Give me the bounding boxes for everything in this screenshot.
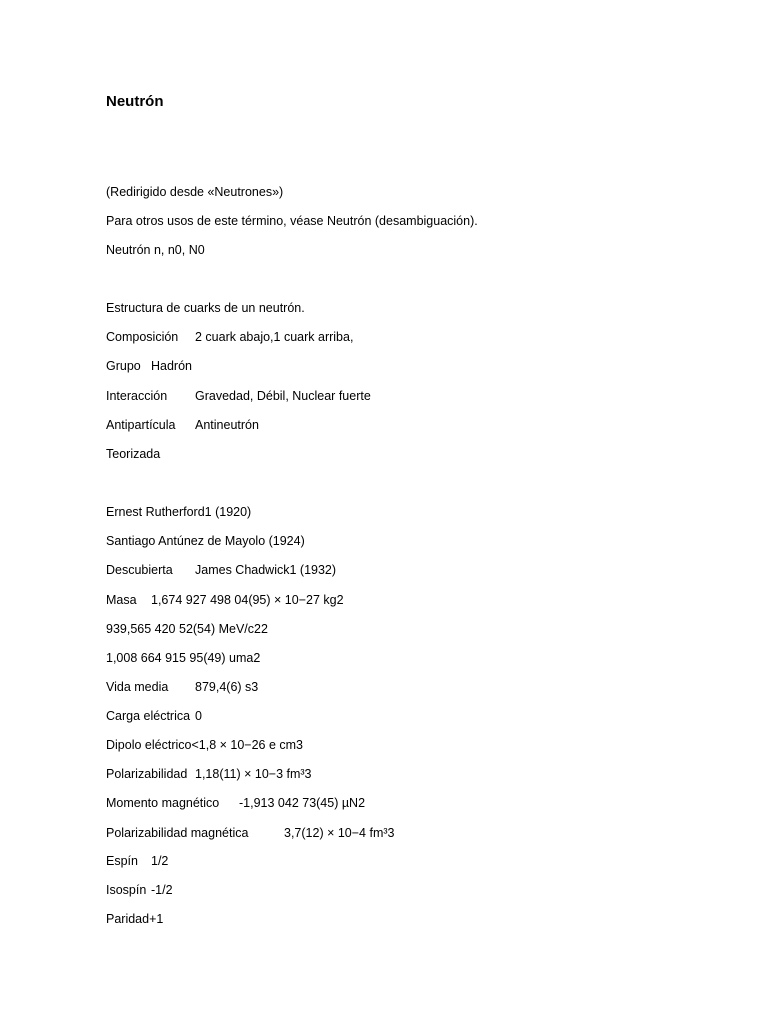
charge-value: 0 xyxy=(195,709,202,723)
magnetic-moment-value: -1,913 042 73(45) µN2 xyxy=(239,796,366,810)
dipole-value: <1,8 × 10−26 e cm3 xyxy=(191,738,304,752)
page-title: Neutrón xyxy=(106,93,164,110)
theorist-antunez: Santiago Antúnez de Mayolo (1924) xyxy=(106,534,305,548)
interaction-value: Gravedad, Débil, Nuclear fuerte xyxy=(195,389,371,403)
mass-value-uma: 1,008 664 915 95(49) uma2 xyxy=(106,651,261,665)
magnetic-polarizability-label: Polarizabilidad magnética xyxy=(106,826,249,840)
isospin-value: -1/2 xyxy=(151,883,173,897)
magnetic-polarizability-value: 3,7(12) × 10−4 fm³3 xyxy=(284,826,395,840)
antiparticle-value: Antineutrón xyxy=(195,418,259,432)
group-row xyxy=(106,357,192,375)
magnetic-moment-row xyxy=(106,794,365,812)
antiparticle-row xyxy=(106,416,259,434)
charge-label: Carga eléctrica xyxy=(106,709,191,723)
dipole-label: Dipolo eléctrico xyxy=(106,738,192,752)
discovered-value: James Chadwick1 (1932) xyxy=(195,563,337,577)
lifetime-value: 879,4(6) s3 xyxy=(195,680,259,694)
isospin-label: Isospín xyxy=(106,883,147,897)
antiparticle-label: Antipartícula xyxy=(106,418,176,432)
magnetic-polarizability-row xyxy=(106,824,394,842)
other-uses-note: Para otros usos de este término, véase Neutrón (desambiguación). xyxy=(106,214,478,228)
isospin-row xyxy=(106,881,173,899)
structure-caption: Estructura de cuarks de un neutrón. xyxy=(106,301,305,315)
polarizability-value: 1,18(11) × 10−3 fm³3 xyxy=(195,767,312,781)
spin-value: 1/2 xyxy=(151,854,169,868)
discovered-row xyxy=(106,561,336,579)
parity-row xyxy=(106,910,163,928)
interaction-label: Interacción xyxy=(106,389,168,403)
theorist-rutherford: Ernest Rutherford1 (1920) xyxy=(106,505,252,519)
symbol-line: Neutrón n, n0, N0 xyxy=(106,243,205,257)
interaction-row xyxy=(106,387,371,405)
group-label: Grupo xyxy=(106,359,141,373)
lifetime-row xyxy=(106,678,258,696)
mass-row xyxy=(106,591,344,609)
dipole-row xyxy=(106,736,303,754)
composition-row xyxy=(106,328,353,346)
parity-value: +1 xyxy=(149,912,164,926)
discovered-label: Descubierta xyxy=(106,563,173,577)
spin-row xyxy=(106,852,168,870)
polarizability-row xyxy=(106,765,312,783)
theorized-label: Teorizada xyxy=(106,447,161,461)
magnetic-moment-label: Momento magnético xyxy=(106,796,220,810)
mass-value-kg: 1,674 927 498 04(95) × 10−27 kg2 xyxy=(151,593,344,607)
group-value: Hadrón xyxy=(151,359,192,373)
spin-label: Espín xyxy=(106,854,138,868)
composition-label: Composición xyxy=(106,330,179,344)
parity-label: Paridad xyxy=(106,912,150,926)
mass-label: Masa xyxy=(106,593,137,607)
redirect-note: (Redirigido desde «Neutrones») xyxy=(106,185,284,199)
composition-value: 2 cuark abajo,1 cuark arriba, xyxy=(195,330,354,344)
lifetime-label: Vida media xyxy=(106,680,169,694)
polarizability-label: Polarizabilidad xyxy=(106,767,188,781)
charge-row xyxy=(106,707,202,725)
mass-value-mev: 939,565 420 52(54) MeV/c22 xyxy=(106,622,268,636)
